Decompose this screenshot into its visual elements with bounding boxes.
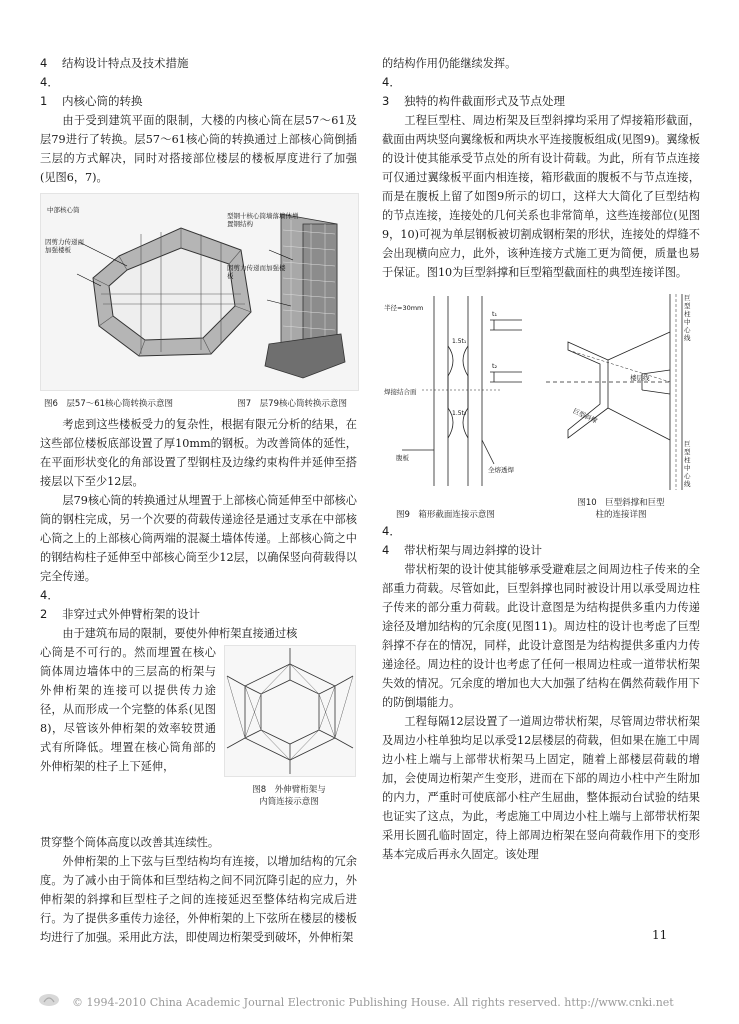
figure-9-label-t2: t₂ (492, 362, 498, 370)
figure-9-label-1-5t1: 1.5t₁ (452, 338, 467, 345)
paragraph-4-2-intro-line1: 由于建筑布局的限制，要使外伸桁架直接通过核 (62, 627, 298, 640)
paragraph-4-1-level79: 层79核心筒的转换通过从埋置于上部核心筒延伸至中部核心筒的钢柱完成，另一个次要的荷载传递途径是通过支承在中部核心筒之上的上部核心筒两端的混凝土墙体传递。上部核心筒之中的钢结构柱子延伸至中部核心筒至少12层，以确保竖向荷载得以完全传递。 (40, 494, 357, 583)
paragraph-4-2-end: 的结构作用仍能继续发挥。 (382, 57, 517, 70)
section-4-heading: 4 结构设计特点及技术措施 (40, 56, 189, 70)
figure-8-wrap-block (40, 643, 357, 833)
figure-9 (382, 290, 532, 490)
figure-6-label-core: 中部核心筒 (47, 206, 80, 214)
mega-brace-column-detail (542, 290, 700, 498)
figure-7-label-slab: 因剪力传递而加强楼板 (227, 264, 286, 280)
paragraph-4-1-intro: 由于受到建筑平面的限制，大楼的内核心筒在层57～61及层79进行了转换。层57～61核心筒的转换通过上部核心筒倒插三层的方式解决，同时对搭接部位楼层的楼板厚度进行了加强(见图6，7)。 (40, 114, 357, 184)
core-transfer-illustration (41, 194, 358, 390)
paragraph-4-3-box-section: 工程巨型柱、周边桁架及巨型斜撑均采用了焊接箱形截面，截面由两块竖向翼缘板和两块水平连接腹板组成(见图9)。翼缘板的设计使其能承受节点处的所有设计荷载。为此，所有节点连接可仅通过翼缘板平面内相连接，箱形截面的腹板不与节点连接，而是在腹板上留了如图9所示的切口，这样大大简化了巨型结构的节点连接，连接处的几何关系也非常简单，这些连接部位(见图9，10)可视为单层钢板被切割成钢桁架的形状，连接处的焊缝不会出现横向应力，此外，该种连接方式施工更为简便，质量也易于保证。图10为巨型斜撑和巨型箱型截面柱的典型连接详图。 (382, 114, 700, 279)
figure-10-label-floor-line: 楼层线 (630, 374, 650, 382)
paragraph-4-2-wrapped: 心筒是不可行的。然而埋置在核心筒体周边墙体中的三层高的桁架与外伸桁架的连接可以提供传力途径，从而形成一个完整的体系(见图8)，尽管该外伸桁架的效率较贯通式有所降低。埋置在核心筒角部的外伸桁架的柱子上下延伸， (40, 646, 216, 773)
section-4-3-heading: 4．3 独特的构件截面形式及节点处理 (382, 75, 565, 108)
figure-9-caption: 图9 箱形截面连接示意图 (396, 510, 495, 520)
figure-9-label-weld: 焊接结合面 (384, 388, 417, 396)
figure-9-label-t1: t₁ (492, 310, 498, 318)
section-4-2-heading: 4．2 非穿过式外伸臂桁架的设计 (40, 588, 200, 621)
figure-9-label-full-penetration: 全熔透焊 (488, 466, 514, 474)
figure-10 (542, 290, 700, 498)
copyright-footer: © 1994-2010 China Academic Journal Electronic Publishing House. All rights reserved. http://www.cnki.net (72, 996, 674, 1009)
paragraph-4-1-slab: 考虑到这些楼板受力的复杂性，根据有限元分析的结果，在这些部位楼板底部设置了厚10mm的钢板。为改善筒体的延性，在平面形状变化的角部设置了型钢柱及边缘约束构件并延伸至搭接层以下至少12层。 (40, 418, 357, 488)
outrigger-truss-illustration (225, 646, 355, 776)
figure-9-label-radius: 半径=30mm (384, 304, 424, 312)
paragraph-4-2-chords: 外伸桁架的上下弦与巨型结构均有连接，以增加结构的冗余度。为了减小由于筒体和巨型结构之间不同沉降引起的应力，外伸桁架的斜撑和巨型柱子之间的连接延迟至整体结构完成后进行。为了提供多重传力途径，外伸桁架的上下弦所在楼层的楼板均进行了加强。采用此方法，即使周边桁架受到破坏，外伸桁架 (40, 855, 357, 944)
figure-6-caption: 图6 层57～61核心筒转换示意图 (44, 399, 174, 409)
section-4-1-heading: 4．1 内核心筒的转换 (40, 75, 143, 108)
figure-10-caption: 图10 巨型斜撑和巨型 柱的连接详图 (577, 498, 665, 520)
figure-9-label-web: 腹板 (396, 454, 409, 462)
right-column (382, 54, 700, 864)
publisher-logo-icon (38, 992, 60, 1008)
figure-10-label-column-top: 巨型柱中心线 (684, 294, 691, 342)
figure-7-label-steel: 型钢十核心筒墙落墙体增置钢结构 (227, 212, 299, 228)
paragraph-4-4-belt-truss: 带状桁架的设计使其能够承受避难层之间周边柱子传来的全部重力荷载。尽管如此，巨型斜撑也同时被设计用以承受周边柱子传来的部分重力荷载。此设计意图是为结构提供多重内力传递途径及增加结构的冗余度(见图11)。周边柱的设计也考虑了巨型斜撑不存在的情况，同样，此设计意图是为结构提供多重内力传递途径。周边柱的设计也考虑了任何一根周边柱或一道带状桁架失效的情况。冗余度的增加也大大加强了结构在偶然荷载作用下的防倒塌能力。 (382, 563, 700, 709)
page-number: 11 (652, 928, 668, 942)
left-column (40, 54, 357, 947)
figure-8 (224, 645, 356, 777)
figure-9-10 (382, 290, 700, 522)
figure-6-7 (40, 193, 359, 391)
figure-10-label-column-bottom: 巨型柱中心线 (684, 440, 691, 488)
figure-9-label-1-5t2: 1.5t₂ (452, 410, 467, 417)
figure-7-caption: 图7 层79核心筒转换示意图 (237, 399, 347, 409)
figure-6-label-slab: 因剪力传递而加强楼板 (45, 238, 84, 254)
paragraph-4-2-continuity: 贯穿整个筒体高度以改善其连续性。 (40, 836, 220, 849)
figure-6-7-captions (40, 391, 357, 415)
figure-10-label-mega-brace: 巨型斜撑 (571, 406, 599, 426)
paragraph-4-4-construction: 工程每隔12层设置了一道周边带状桁架，尽管周边带状桁架及周边小柱单独均足以承受12层楼层的荷载，但如果在施工中周边小柱上端与上部带状桁架马上固定，随着上部楼层荷载的增加，会使周边桁架产生变形，进而在下部的周边小柱中产生附加的内力，严重时可使底部小柱产生屈曲，整体振动台试验的结果也证实了这点，为此，考虑施工中周边小柱上端与上部带状桁架采用长圆孔临时固定，待上部周边桁架在竖向荷载作用下的变形基本完成后再永久固定。该处理 (382, 715, 700, 861)
section-4-4-heading: 4．4 带状桁架与周边斜撑的设计 (382, 524, 542, 557)
figure-8-caption: 图8 外伸臂桁架与 内筒连接示意图 (252, 785, 326, 807)
